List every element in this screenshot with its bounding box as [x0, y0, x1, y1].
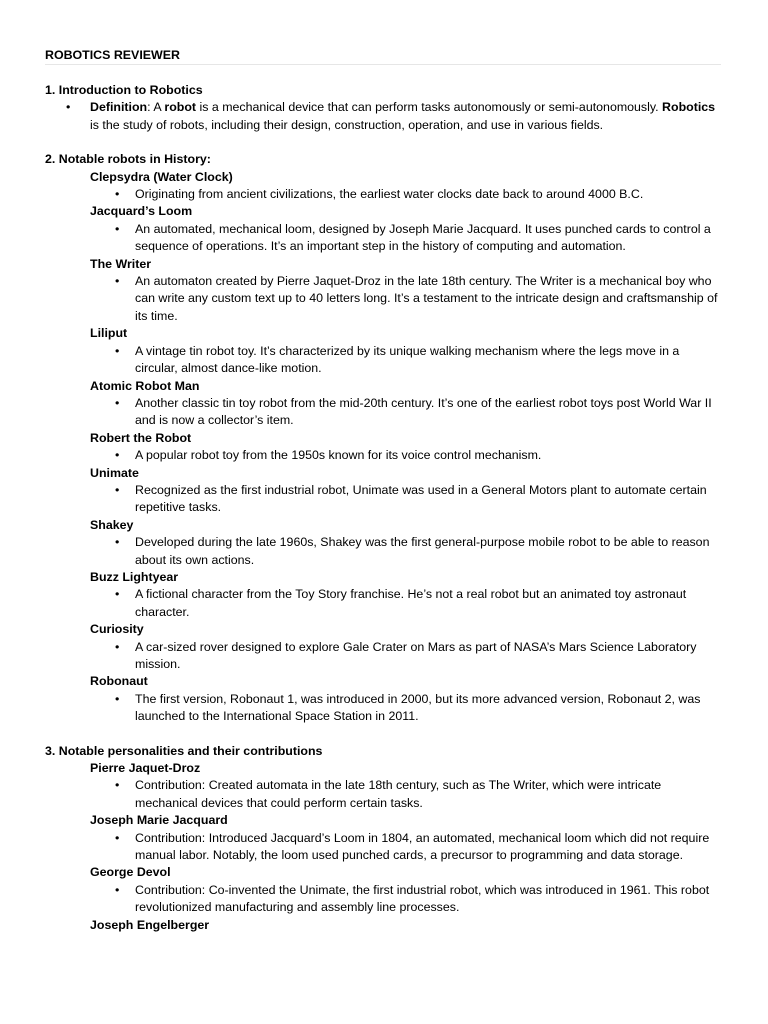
bullet-icon: •	[115, 778, 120, 793]
personality-bullet-list	[45, 777, 724, 812]
robot-description-item	[115, 586, 724, 621]
bullet-icon: •	[115, 482, 120, 497]
term-robot: robot	[164, 100, 197, 115]
robot-bullet-list	[45, 395, 724, 430]
robot-description: The first version, Robonaut 1, was introduced in 2000, but its more advanced version, Robonaut 2, was launched to the International Space Station in 2011.	[135, 691, 701, 724]
term-robotics: Robotics	[662, 100, 716, 115]
definition-text-b: is a mechanical device that can perform tasks autonomously or semi-autonomously.	[196, 100, 663, 115]
robot-description-item	[115, 221, 724, 256]
robot-name: Shakey	[90, 517, 134, 532]
robot-bullet-list	[45, 691, 724, 726]
bullet-icon: •	[115, 448, 120, 463]
robot-description: Originating from ancient civilizations, the earliest water clocks date back to around 4000 B.C.	[135, 187, 644, 202]
document-title: ROBOTICS REVIEWER	[45, 48, 180, 62]
bullet-icon: •	[115, 639, 120, 654]
robot-description: Recognized as the first industrial robot, Unimate was used in a General Motors plant to automate certain repetitive tasks.	[135, 482, 707, 515]
robot-bullet-list	[45, 273, 724, 325]
robot-name: Atomic Robot Man	[90, 378, 200, 393]
bullet-icon: •	[115, 691, 120, 706]
robot-description: Another classic tin toy robot from the mid-20th century. It’s one of the earliest robot toys post World War II and is now a collector’s item.	[135, 395, 712, 428]
bullet-icon: •	[115, 587, 120, 602]
robot-description-item	[115, 186, 724, 203]
robot-description: An automaton created by Pierre Jaquet-Droz in the late 18th century. The Writer is a mechanical boy who can write any custom text up to 40 letters long. It’s a testament to the intricate design and craftsmanship of its time.	[135, 274, 718, 323]
robot-description-item	[115, 273, 724, 325]
personality-name: Joseph Engelberger	[90, 917, 210, 932]
personality-description-item	[115, 882, 724, 917]
personality-bullet-list	[45, 882, 724, 917]
robot-description-item	[115, 343, 724, 378]
bullet-icon: •	[115, 830, 120, 845]
robot-name: Robonaut	[90, 674, 148, 689]
robot-bullet-list	[45, 447, 724, 464]
robot-name: Robert the Robot	[90, 430, 192, 445]
section-heading-introduction: 1. Introduction to Robotics	[45, 83, 203, 97]
robots-list	[45, 169, 724, 726]
definition-item	[66, 99, 724, 134]
definition-label: Definition	[90, 100, 148, 115]
personality-description-item	[115, 777, 724, 812]
robot-description: A fictional character from the Toy Story franchise. He’s not a real robot but an animated toy astronaut character.	[135, 587, 687, 619]
bullet-icon: •	[115, 535, 120, 550]
robot-description-item	[115, 395, 724, 430]
robot-bullet-list	[45, 534, 724, 569]
robot-bullet-list	[45, 586, 724, 621]
definition-text-c: is the study of robots, including their design, construction, operation, and use in various fields.	[90, 117, 604, 132]
robot-bullet-list	[45, 639, 724, 674]
section-heading-personalities: 3. Notable personalities and their contributions	[45, 743, 323, 758]
personality-name: Joseph Marie Jacquard	[90, 813, 228, 828]
section-heading-notable-robots: 2. Notable robots in History:	[45, 152, 211, 167]
bullet-icon: •	[115, 395, 120, 410]
personality-name: Pierre Jaquet-Droz	[90, 761, 201, 776]
robot-name: Unimate	[90, 465, 139, 480]
robot-description-item	[115, 482, 724, 517]
definition-text-a: : A	[147, 100, 165, 115]
robot-description: An automated, mechanical loom, designed by Joseph Marie Jacquard. It uses punched cards to control a sequence of operations. It’s an important step in the history of computing and automation.	[135, 221, 711, 254]
bullet-icon: •	[66, 100, 71, 115]
personality-description: Contribution: Created automata in the late 18th century, such as The Writer, which were intricate mechanical devices that could perform certain tasks.	[135, 778, 662, 810]
bullet-icon: •	[115, 274, 120, 289]
personality-description: Contribution: Introduced Jacquard’s Loom in 1804, an automated, mechanical loom which did not require manual labor. Notably, the loom used punched cards, a precursor to programming and data storage.	[135, 830, 710, 863]
robot-bullet-list	[45, 482, 724, 517]
definition-list	[45, 99, 724, 134]
robot-name: Buzz Lightyear	[90, 569, 179, 584]
robot-description-item	[115, 639, 724, 674]
personality-bullet-list	[45, 830, 724, 865]
robot-name: The Writer	[90, 256, 152, 271]
personalities-list	[45, 760, 724, 934]
bullet-icon: •	[115, 882, 120, 897]
robot-bullet-list	[45, 221, 724, 256]
personality-description-item	[115, 830, 724, 865]
robot-bullet-list	[45, 186, 724, 203]
robot-description-item	[115, 691, 724, 726]
robot-name: Curiosity	[90, 622, 144, 637]
personality-description: Contribution: Co-invented the Unimate, the first industrial robot, which was introduced in 1961. This robot revolutionized manufacturing and assembly line processes.	[135, 882, 710, 915]
robot-description-item	[115, 534, 724, 569]
robot-description: Developed during the late 1960s, Shakey was the first general-purpose mobile robot to be able to reason about its own actions.	[135, 535, 710, 567]
bullet-icon: •	[115, 343, 120, 358]
robot-description: A popular robot toy from the 1950s known for its voice control mechanism.	[135, 448, 542, 463]
robot-description: A car-sized rover designed to explore Gale Crater on Mars as part of NASA’s Mars Science Laboratory mission.	[135, 639, 697, 671]
robot-name: Clepsydra (Water Clock)	[90, 169, 233, 184]
personality-name: George Devol	[90, 865, 171, 880]
robot-name: Liliput	[90, 326, 128, 341]
bullet-icon: •	[115, 221, 120, 236]
robot-bullet-list	[45, 343, 724, 378]
robot-name: Jacquard’s Loom	[90, 204, 193, 219]
robot-description-item	[115, 447, 724, 464]
bullet-icon: •	[115, 187, 120, 202]
title-divider	[45, 64, 721, 65]
robot-description: A vintage tin robot toy. It’s characterized by its unique walking mechanism where the legs move in a circular, almost dance-like motion.	[135, 343, 680, 376]
